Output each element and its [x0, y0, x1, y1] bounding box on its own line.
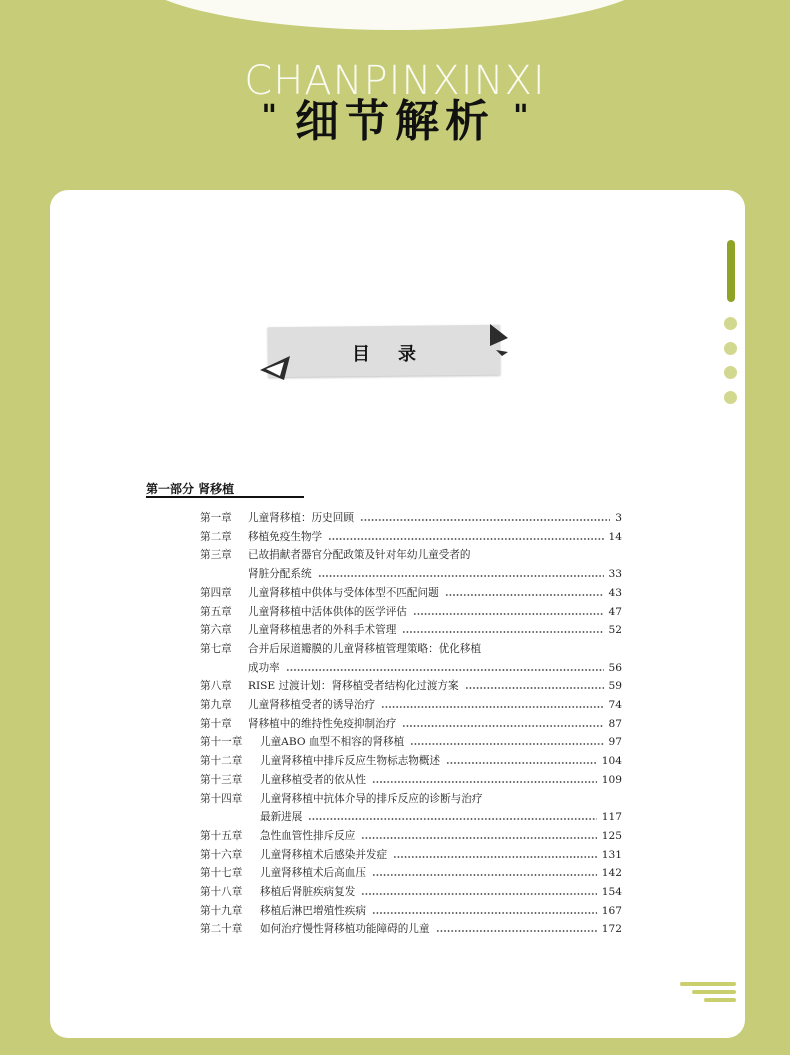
toc-chapter-title: 儿童肾移植中排斥反应生物标志物概述: [260, 755, 441, 768]
toc-chapter-number: 第六章: [200, 624, 232, 637]
section-heading: [0, 85, 790, 149]
toc-chapter-number: 第二十章: [200, 923, 243, 936]
toc-chapter-title: 移植免疫生物学: [248, 530, 323, 543]
toc-chapter-title: RISE 过渡计划：肾移植受者结构化过渡方案: [248, 680, 459, 693]
toc-page-number: 131: [601, 848, 622, 861]
toc-chapter-number: 第三章: [200, 549, 232, 562]
toc-page-number: 154: [601, 886, 622, 898]
toc-chapter-title: 儿童肾移植中供体与受体体型不匹配问题: [248, 586, 439, 599]
carousel-dot-3[interactable]: [724, 366, 737, 379]
toc-chapter-title: 儿童肾移植受者的诱导治疗: [248, 699, 376, 711]
toc-chapter-number: 第九章: [200, 699, 232, 711]
toc-page-number: 14: [608, 530, 622, 543]
toc-leader-dots: [361, 837, 597, 839]
toc-chapter-number: 第十一章: [200, 736, 243, 749]
toc-leader-dots: [446, 762, 597, 764]
toc-chapter-title: 急性血管性排斥反应: [260, 829, 356, 842]
toc-chapter-number: 第十四章: [200, 792, 243, 805]
toc-page-number: 33: [608, 568, 622, 581]
toc-chapter-number: 第十章: [200, 717, 232, 730]
triangle-icon-bottom-left: [258, 352, 294, 382]
toc-leader-dots: [318, 575, 604, 577]
toc-chapter-title: 如何治疗慢性肾移植功能障碍的儿童: [260, 923, 430, 936]
part-underline: [146, 496, 304, 498]
toc-page-number: 52: [608, 624, 622, 637]
toc-leader-dots: [381, 706, 603, 708]
toc-leader-dots: [361, 893, 597, 895]
toc-page-number: 109: [601, 773, 622, 786]
toc-leader-dots: [410, 743, 603, 745]
open-quote: ": [261, 99, 277, 134]
toc-leader-dots: [360, 519, 610, 521]
toc-leader-dots: [445, 594, 604, 596]
toc-leader-dots: [372, 874, 597, 876]
toc-chapter-number: 第十七章: [200, 867, 243, 880]
toc-page-number: 104: [601, 755, 622, 768]
toc-chapter-number: 第五章: [200, 605, 232, 618]
background-word: CHANPINXINXI: [244, 58, 546, 104]
toc-chapter-title: 儿童ABO 血型不相容的肾移植: [260, 736, 405, 749]
toc-chapter-title: 儿童移植受者的依从性: [260, 773, 366, 786]
toc-page-number: 167: [601, 904, 622, 917]
toc-page-number: 117: [601, 811, 622, 824]
toc-chapter-title: 儿童肾移植患者的外科手术管理: [248, 624, 397, 637]
toc-chapter-number: 第七章: [200, 642, 232, 655]
toc-leader-dots: [372, 781, 597, 783]
carousel-dot-4[interactable]: [724, 391, 737, 404]
toc-chapter-number: 第十三章: [200, 773, 243, 786]
toc-leader-dots: [413, 613, 604, 615]
toc-chapter-number: 第十五章: [200, 829, 243, 842]
toc-chapter-title: 移植后淋巴增殖性疾病: [260, 904, 366, 917]
toc-chapter-title: 肾移植中的维持性免疫抑制治疗: [248, 717, 397, 730]
toc-chapter-title: 移植后肾脏疾病复发: [260, 886, 356, 898]
toc-page-number: 172: [601, 923, 622, 936]
toc-leader-dots: [436, 930, 598, 932]
close-quote: ": [513, 99, 529, 134]
toc-page-number: 59: [608, 680, 622, 693]
toc-leader-dots: [286, 669, 604, 671]
triangle-icon-top-right: [486, 322, 510, 356]
toc-chapter-title: 成功率: [248, 661, 280, 674]
toc-leader-dots: [308, 818, 597, 820]
part-title: 第一部分 肾移植: [146, 482, 235, 496]
toc-chapter-title: 儿童肾移植术后高血压: [260, 867, 366, 880]
toc-chapter-number: 第四章: [200, 586, 232, 599]
toc-chapter-number: 第十六章: [200, 848, 243, 861]
toc-page-number: 87: [608, 717, 622, 730]
toc-page-number: 142: [601, 867, 622, 880]
toc-page-number: 47: [608, 605, 622, 618]
toc-chapter-title: 肾脏分配系统: [248, 568, 312, 581]
toc-leader-dots: [393, 856, 597, 858]
toc-page-number: 3: [615, 512, 622, 524]
toc-page-number: 56: [608, 661, 622, 674]
toc-page-number: 125: [601, 829, 622, 842]
toc-chapter-title: 已故捐献者器官分配政策及针对年幼儿童受者的: [248, 549, 471, 562]
toc-leader-dots: [328, 538, 603, 540]
toc-title: 目录: [352, 344, 444, 365]
toc-chapter-title: 合并后尿道瓣膜的儿童肾移植管理策略：优化移植: [248, 642, 482, 655]
toc-chapter-title: 儿童肾移植中抗体介导的排斥反应的诊断与治疗: [260, 792, 483, 805]
toc-chapter-number: 第二章: [200, 530, 232, 543]
carousel-dot-2[interactable]: [724, 342, 737, 355]
toc-chapter-number: 第八章: [200, 680, 232, 693]
deco-line: [680, 982, 736, 986]
toc-chapter-title: 最新进展: [260, 811, 303, 824]
carousel-active-indicator[interactable]: [727, 240, 735, 302]
toc-leader-dots: [372, 912, 597, 914]
toc-leader-dots: [402, 631, 603, 633]
toc-chapter-number: 第一章: [200, 512, 232, 524]
top-arc-decoration: [130, 0, 660, 30]
toc-chapter-title: 儿童肾移植中活体供体的医学评估: [248, 605, 407, 618]
toc-chapter-title: 儿童肾移植术后感染并发症: [260, 848, 388, 861]
toc-chapter-number: 第十二章: [200, 755, 243, 768]
deco-line: [704, 998, 736, 1002]
toc-leader-dots: [402, 725, 603, 727]
toc-page-number: 74: [608, 699, 622, 711]
carousel-dot-1[interactable]: [724, 317, 737, 330]
toc-chapter-number: 第十八章: [200, 886, 243, 898]
toc-page-number: 43: [608, 586, 622, 599]
section-title: 细节解析: [295, 96, 495, 147]
deco-line: [692, 990, 736, 994]
toc-chapter-number: 第十九章: [200, 904, 243, 917]
toc-chapter-title: 儿童肾移植：历史回顾: [248, 512, 354, 524]
toc-page-number: 97: [608, 736, 622, 749]
